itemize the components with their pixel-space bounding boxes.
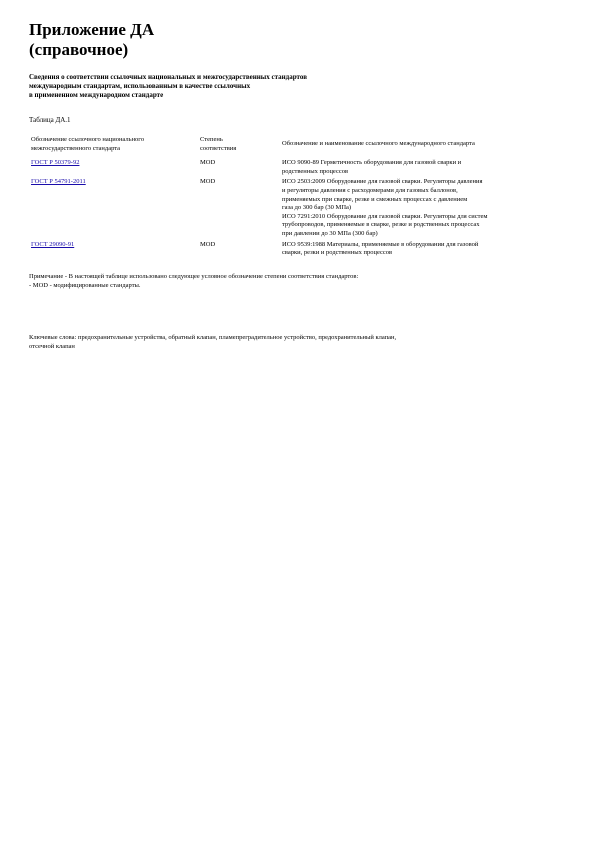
cell-text-line: применяемых при сварке, резке и смежных процессах с давлением bbox=[282, 195, 468, 203]
page-title bbox=[29, 20, 154, 60]
cell-text-line: и регуляторы давления с расходомерами для газовых баллонов, bbox=[282, 186, 458, 194]
standard-link[interactable]: ГОСТ 29090-91 bbox=[31, 240, 75, 248]
header-degree-line2: соответствия bbox=[200, 144, 237, 152]
cell-text-line: родственных процессов bbox=[282, 167, 349, 175]
standard-link[interactable]: ГОСТ Р 50379-92 bbox=[31, 159, 80, 167]
cell-text-line: ИСО 9090-89 Герметичность оборудования для газовой сварки и bbox=[282, 159, 462, 167]
cell-text-line: ИСО 7291:2010 Оборудование для газовой сварки. Регуляторы для систем bbox=[282, 212, 488, 220]
note-line1: Примечание - В настоящей таблице использовано следующее условное обозначение степени соответствия стандартов: bbox=[29, 273, 359, 280]
cell-international-standard bbox=[280, 159, 569, 178]
note-line2: - MOD - модифицированные стандарты. bbox=[29, 281, 141, 289]
subtitle-line3: в примененном международном стандарте bbox=[29, 91, 164, 99]
cell-text-line: трубопроводов, применяемые в сварке, резке и родственных процессах bbox=[282, 221, 480, 229]
cell-degree: MOD bbox=[200, 240, 216, 248]
table-note bbox=[29, 273, 569, 290]
cell-text-line: при давлении до 30 МПа (300 бар) bbox=[282, 229, 378, 237]
table-row bbox=[29, 159, 569, 178]
cell-text-line: ИСО 9539:1988 Материалы, применяемые в оборудовании для газовой bbox=[282, 240, 479, 248]
cell-degree: MOD bbox=[200, 178, 216, 186]
cell-text-line: сварки, резки и родственных процессов bbox=[282, 249, 393, 257]
standards-table bbox=[29, 136, 569, 260]
standard-link[interactable]: ГОСТ Р 54791-2011 bbox=[31, 178, 86, 186]
header-designation-line2: межгосударственного стандарта bbox=[31, 144, 121, 152]
keywords-paragraph bbox=[29, 334, 569, 351]
cell-degree: MOD bbox=[200, 159, 216, 167]
header-degree bbox=[198, 136, 280, 159]
table-row bbox=[29, 241, 569, 260]
keywords-line2: отсечной клапан bbox=[29, 342, 75, 350]
header-designation-line1: Обозначение ссылочного национального bbox=[31, 136, 145, 143]
cell-designation bbox=[29, 241, 198, 260]
cell-designation bbox=[29, 178, 198, 240]
subtitle-line1: Сведения о соответствии ссылочных национальных и межгосударственных стандартов bbox=[29, 73, 307, 81]
cell-text-line: газа до 300 бар (30 МПа) bbox=[282, 204, 352, 212]
header-degree-line1: Степень bbox=[200, 136, 223, 143]
header-international-standard-text: Обозначение и наименование ссылочного международного стандарта bbox=[282, 140, 475, 147]
cell-international-standard bbox=[280, 241, 569, 260]
keywords-line1: Ключевые слова: предохранительные устройства, обратный клапан, пламепреградительное устройство, предохранительный клапан, bbox=[29, 334, 397, 341]
page-title-line1: Приложение ДА bbox=[29, 20, 155, 39]
cell-text-line: ИСО 2503:2009 Оборудование для газовой сварки. Регуляторы давления bbox=[282, 178, 483, 186]
header-international-standard bbox=[280, 136, 569, 159]
page-title-line2: (справочное) bbox=[29, 40, 129, 59]
table-row bbox=[29, 178, 569, 240]
table-header-row bbox=[29, 136, 569, 159]
cell-international-standard bbox=[280, 178, 569, 240]
header-designation bbox=[29, 136, 198, 159]
table-label: Таблица ДА.1 bbox=[29, 116, 71, 124]
cell-designation bbox=[29, 159, 198, 178]
subtitle-line2: международным стандартам, использованным в качестве ссылочных bbox=[29, 82, 251, 90]
section-subtitle bbox=[29, 73, 549, 100]
